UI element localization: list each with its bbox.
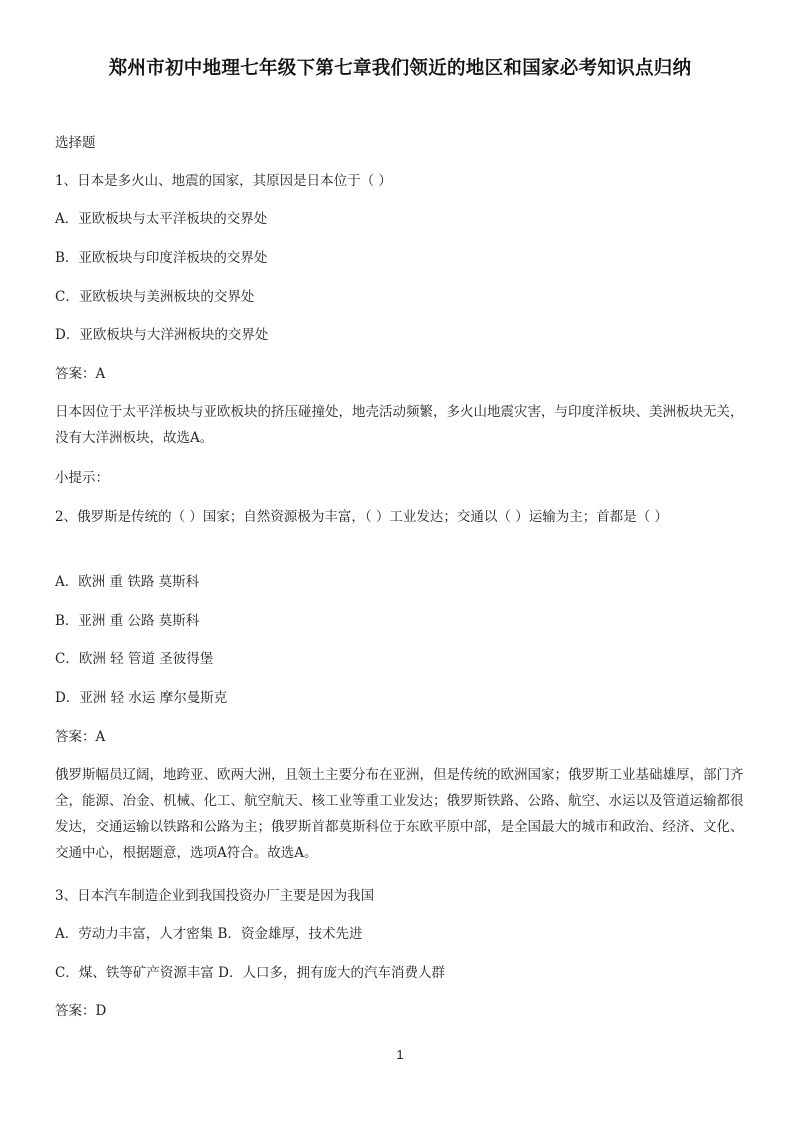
question-3-stem: 3、日本汽车制造企业到我国投资办厂主要是因为我国: [55, 888, 375, 904]
question-2-option-c: C．欧洲 轻 管道 圣彼得堡: [55, 651, 214, 667]
question-3-options-cd: C．煤、铁等矿产资源丰富 D．人口多，拥有庞大的汽车消费人群: [55, 965, 445, 981]
page-number: 1: [396, 1047, 404, 1062]
question-3-options-ab: A．劳动力丰富，人才密集 B．资金雄厚，技术先进: [55, 926, 363, 942]
question-2-option-d: D．亚洲 轻 水运 摩尔曼斯克: [55, 690, 228, 706]
question-1-option-d: D．亚欧板块与大洋洲板块的交界处: [55, 327, 269, 343]
question-2-option-a: A．欧洲 重 铁路 莫斯科: [55, 574, 200, 590]
question-2-stem: 2、俄罗斯是传统的（ ）国家；自然资源极为丰富，（ ）工业发达；交通以（ ）运输为主；首都是（ ）: [55, 509, 669, 525]
question-2-option-b: B．亚洲 重 公路 莫斯科: [55, 613, 200, 629]
question-1-hint: 小提示：: [55, 470, 109, 486]
question-1-answer: 答案：A: [55, 366, 106, 382]
question-2-explanation: 俄罗斯幅员辽阔，地跨亚、欧两大洲，且领土主要分布在亚洲，但是传统的欧洲国家；俄罗斯工业基础雄厚，部门齐全，能源、冶金、机械、化工、航空航天、核工业等重工业发达；俄罗斯铁路、公路、航空、水运以及管道运输都很发达，交通运输以铁路和公路为主；俄罗斯首都莫斯科位于东欧平原中部，是全国最大的城市和政治、经济、文化、交通中心，根据题意，选项A符合。故选A。: [55, 767, 744, 861]
question-1-option-a: A．亚欧板块与太平洋板块的交界处: [55, 211, 268, 227]
question-1-option-c: C．亚欧板块与美洲板块的交界处: [55, 289, 255, 305]
question-1-option-b: B．亚欧板块与印度洋板块的交界处: [55, 250, 268, 266]
section-heading: 选择题: [55, 135, 96, 151]
question-1-explanation: 日本因位于太平洋板块与亚欧板块的挤压碰撞处，地壳活动频繁，多火山地震灾害，与印度洋板块、美洲板块无关，没有大洋洲板块，故选A。: [55, 404, 744, 446]
question-3-answer: 答案：D: [55, 1003, 107, 1019]
document-title: 郑州市初中地理七年级下第七章我们领近的地区和国家必考知识点归纳: [108, 58, 692, 79]
question-1-stem: 1、日本是多火山、地震的国家，其原因是日本位于（ ）: [55, 173, 392, 189]
question-2-answer: 答案：A: [55, 729, 106, 745]
